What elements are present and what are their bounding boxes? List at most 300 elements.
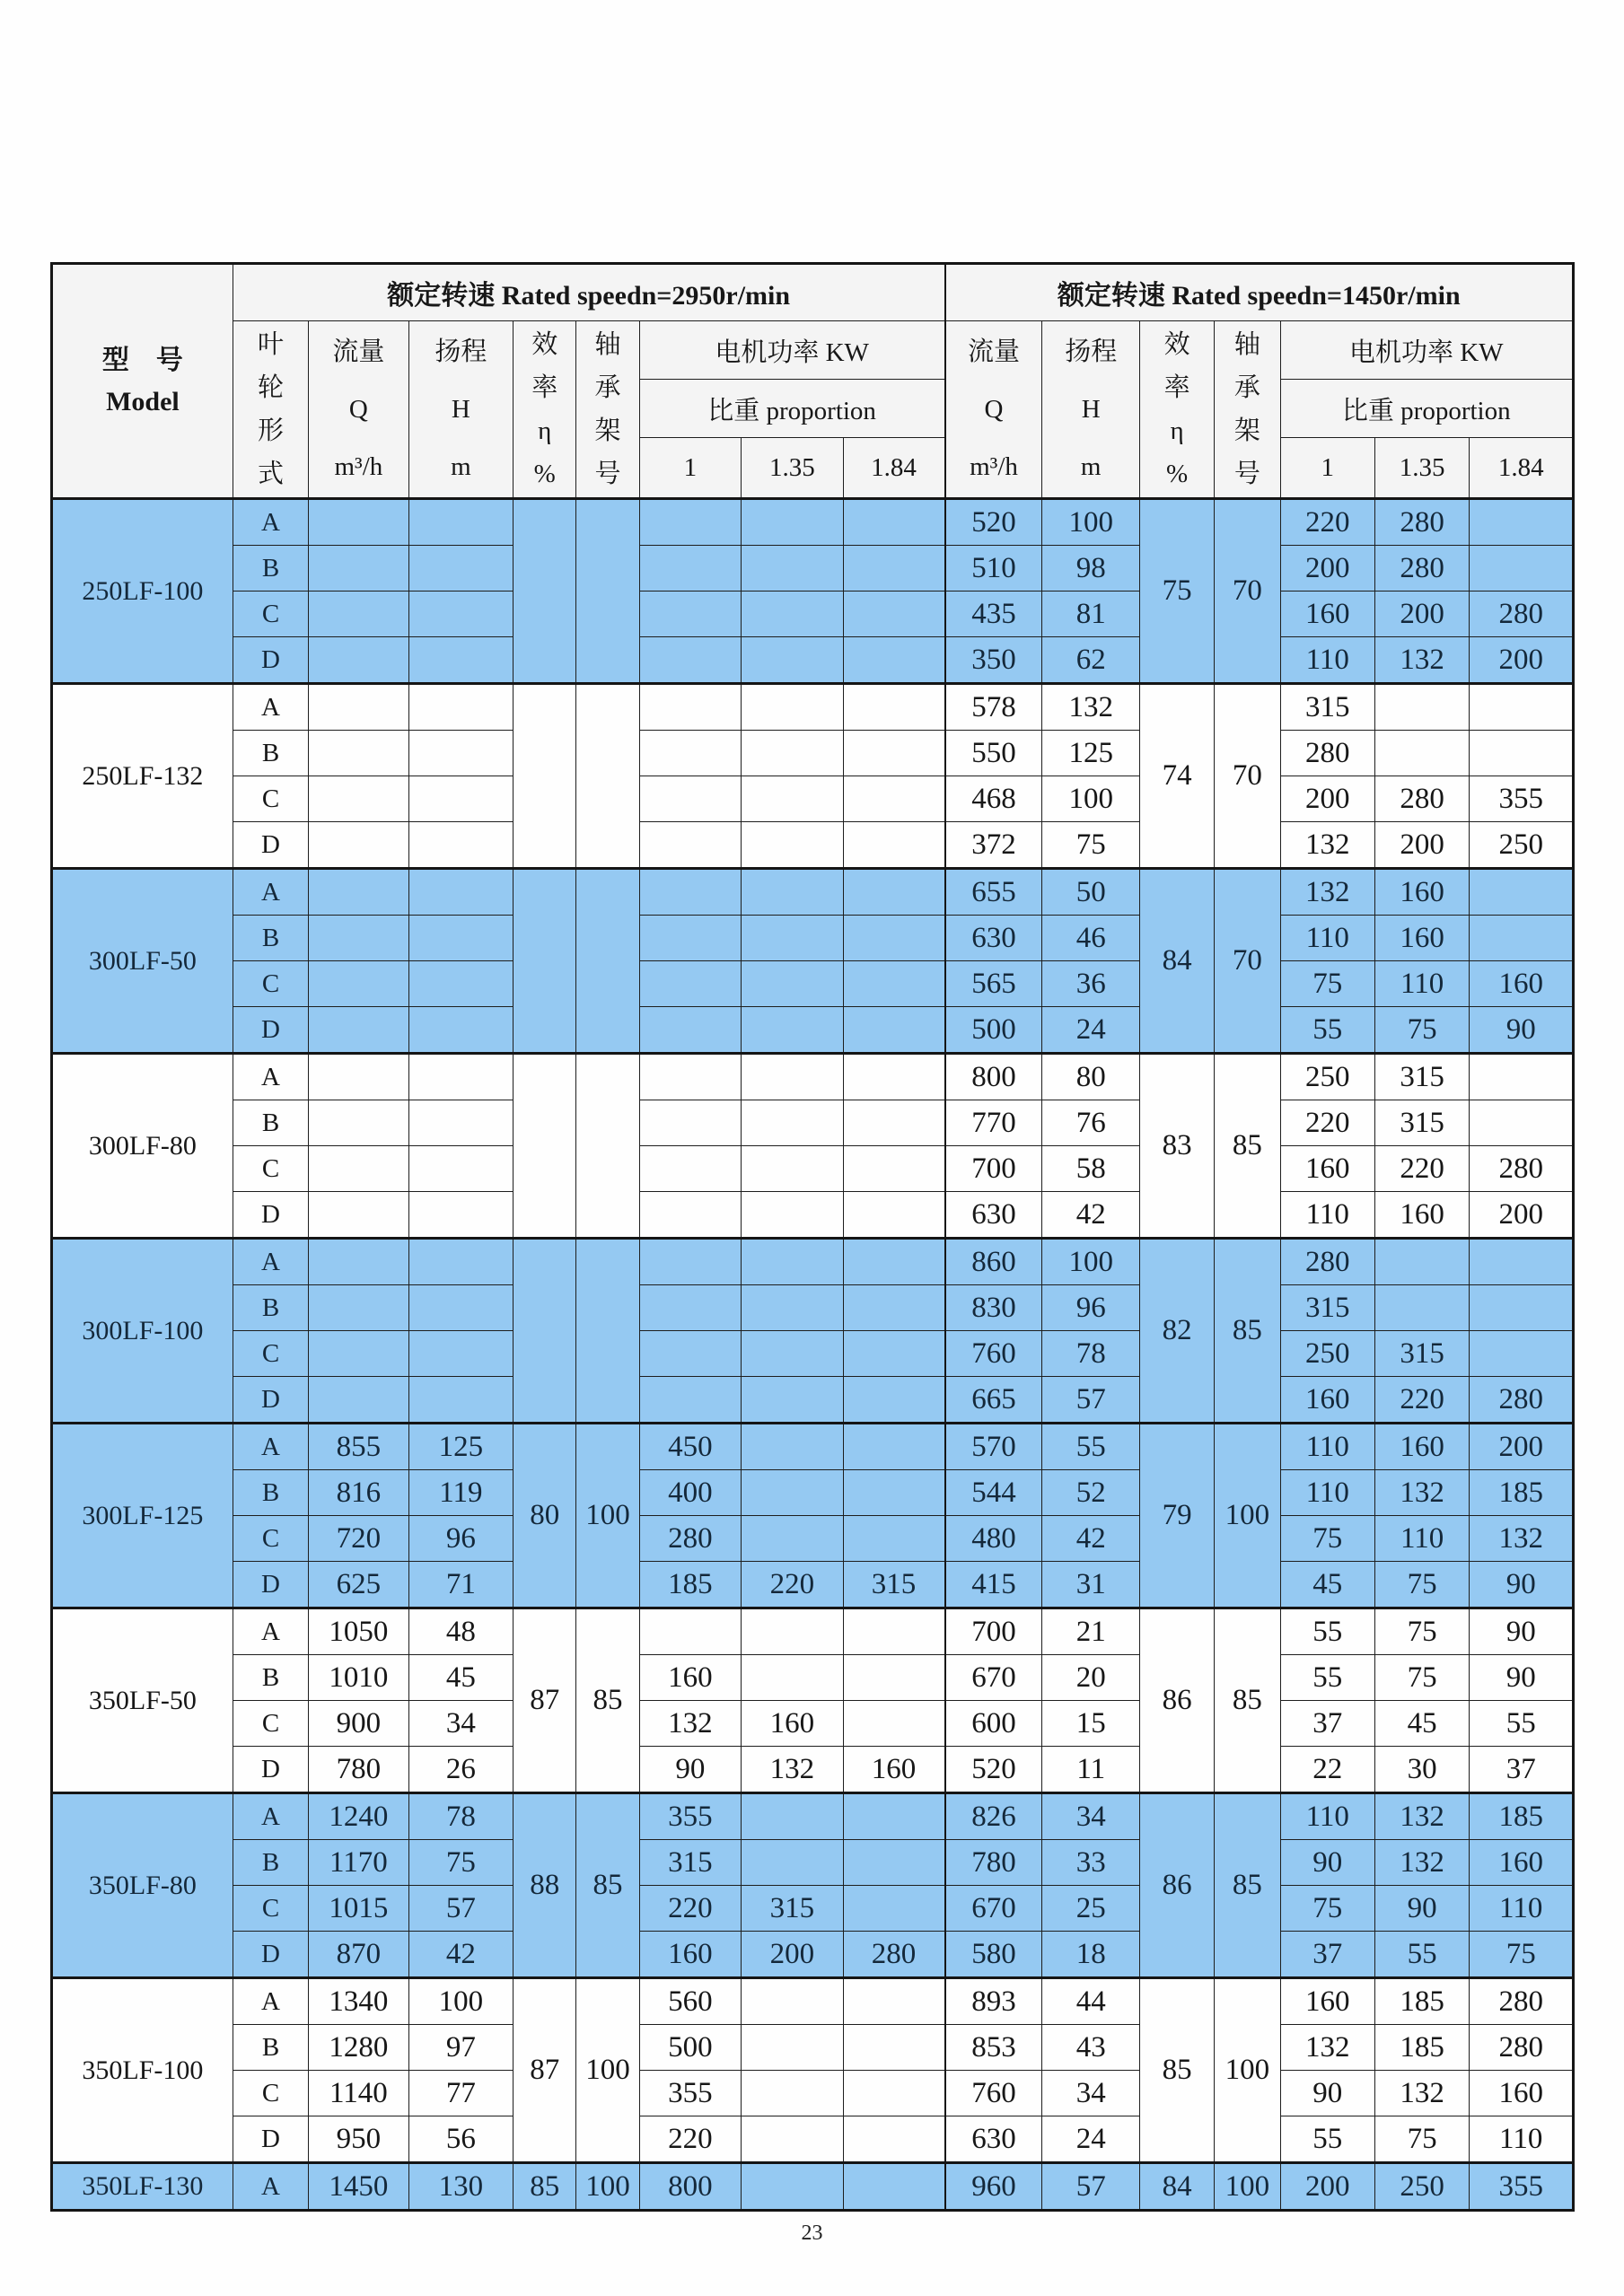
power135-2950-cell [742, 592, 843, 637]
efficiency-1450-cell: 84 [1139, 869, 1214, 1054]
power1-2950-cell [639, 1146, 741, 1192]
power1-2950-cell: 160 [639, 1655, 741, 1701]
flow-header-line: 流量 [968, 337, 1021, 366]
efficiency-1450-cell: 86 [1139, 1793, 1214, 1978]
power1-1450-cell: 280 [1280, 731, 1374, 776]
power184-1450-cell [1470, 1100, 1574, 1146]
impeller-cell: D [233, 2116, 308, 2163]
flow-2950-cell [309, 916, 408, 961]
bearing-2950-cell: 85 [576, 1608, 639, 1793]
flow-1450-cell: 372 [945, 822, 1042, 869]
head-2950-cell: 96 [408, 1516, 513, 1562]
flow-header-1450 [945, 321, 1042, 499]
power135-1450-cell: 132 [1374, 1470, 1469, 1516]
power1-2950-cell: 132 [639, 1701, 741, 1747]
power1-2950-cell [639, 1100, 741, 1146]
model-cell: 350LF-80 [52, 1793, 233, 1978]
power135-2950-cell [742, 1424, 843, 1470]
power184-1450-cell [1470, 499, 1574, 546]
ratio-1-header-1450: 1 [1280, 438, 1374, 499]
power184-2950-cell [843, 1840, 944, 1886]
head-1450-cell: 15 [1042, 1701, 1139, 1747]
head-1450-cell: 33 [1042, 1840, 1139, 1886]
power184-1450-cell: 200 [1470, 1424, 1574, 1470]
efficiency-1450-cell: 75 [1139, 499, 1214, 684]
head-1450-cell: 25 [1042, 1886, 1139, 1932]
power135-2950-cell [742, 2025, 843, 2071]
head-2950-cell: 97 [408, 2025, 513, 2071]
efficiency-header-line: % [533, 460, 556, 488]
power1-2950-cell [639, 546, 741, 592]
proportion-header-1450: 比重 proportion [1280, 380, 1573, 438]
power135-2950-cell [742, 731, 843, 776]
head-2950-cell [408, 1192, 513, 1239]
power184-1450-cell: 280 [1470, 1978, 1574, 2025]
impeller-cell: A [233, 869, 308, 916]
power135-1450-cell: 280 [1374, 499, 1469, 546]
impeller-cell: D [233, 1007, 308, 1054]
head-1450-cell: 46 [1042, 916, 1139, 961]
table-row [52, 2071, 1574, 2116]
power184-2950-cell [843, 869, 944, 916]
power135-2950-cell [742, 637, 843, 684]
table-row [52, 2116, 1574, 2163]
power1-1450-cell: 250 [1280, 1331, 1374, 1377]
head-1450-cell: 100 [1042, 776, 1139, 822]
bearing-2950-cell [576, 684, 639, 869]
flow-2950-cell [309, 592, 408, 637]
efficiency-1450-cell: 86 [1139, 1608, 1214, 1793]
table-row [52, 499, 1574, 546]
motor-power-header-2950: 电机功率 KW [639, 321, 944, 380]
flow-1450-cell: 510 [945, 546, 1042, 592]
impeller-cell: A [233, 1239, 308, 1285]
bearing-2950-cell [576, 869, 639, 1054]
bearing-header-line: 架 [594, 416, 621, 445]
head-2950-cell [408, 1146, 513, 1192]
head-2950-cell: 48 [408, 1608, 513, 1655]
efficiency-2950-cell: 85 [514, 2163, 576, 2211]
power135-1450-cell: 75 [1374, 1655, 1469, 1701]
head-1450-cell: 96 [1042, 1285, 1139, 1331]
table-header [52, 264, 1574, 499]
power135-2950-cell: 200 [742, 1932, 843, 1978]
power1-1450-cell: 200 [1280, 546, 1374, 592]
head-1450-cell: 34 [1042, 2071, 1139, 2116]
impeller-cell: D [233, 637, 308, 684]
table-row [52, 546, 1574, 592]
power1-2950-cell [639, 1377, 741, 1424]
table-row [52, 822, 1574, 869]
flow-1450-cell: 655 [945, 869, 1042, 916]
column-header-row [52, 321, 1574, 380]
impeller-cell: A [233, 2163, 308, 2211]
head-2950-cell: 130 [408, 2163, 513, 2211]
efficiency-2950-cell: 87 [514, 1978, 576, 2163]
power1-1450-cell: 75 [1280, 961, 1374, 1007]
head-1450-cell: 21 [1042, 1608, 1139, 1655]
bearing-1450-cell: 100 [1215, 2163, 1280, 2211]
power184-1450-cell: 355 [1470, 776, 1574, 822]
head-1450-cell: 44 [1042, 1978, 1139, 2025]
bearing-2950-cell: 100 [576, 1424, 639, 1608]
power135-2950-cell [742, 1192, 843, 1239]
table-row [52, 1424, 1574, 1470]
bearing-header-line: 轴 [1233, 330, 1260, 359]
power1-2950-cell [639, 961, 741, 1007]
efficiency-header-line: η [538, 416, 552, 445]
power184-2950-cell [843, 1886, 944, 1932]
power1-1450-cell: 132 [1280, 2025, 1374, 2071]
power184-1450-cell: 160 [1470, 1840, 1574, 1886]
flow-2950-cell [309, 822, 408, 869]
flow-2950-cell [309, 1377, 408, 1424]
table-row [52, 1701, 1574, 1747]
head-1450-cell: 81 [1042, 592, 1139, 637]
power184-2950-cell [843, 499, 944, 546]
flow-1450-cell: 700 [945, 1608, 1042, 1655]
head-1450-cell: 52 [1042, 1470, 1139, 1516]
power135-1450-cell: 132 [1374, 1793, 1469, 1840]
impeller-header-char: 叶 [257, 330, 284, 359]
table-row [52, 1932, 1574, 1978]
bearing-1450-cell: 85 [1215, 1793, 1280, 1978]
flow-1450-cell: 565 [945, 961, 1042, 1007]
table-row [52, 1377, 1574, 1424]
power184-2950-cell [843, 961, 944, 1007]
flow-1450-cell: 826 [945, 1793, 1042, 1840]
power184-1450-cell [1470, 1331, 1574, 1377]
flow-1450-cell: 520 [945, 1747, 1042, 1793]
power135-2950-cell [742, 1793, 843, 1840]
power1-2950-cell: 560 [639, 1978, 741, 2025]
head-2950-cell [408, 916, 513, 961]
bearing-1450-cell: 100 [1215, 1978, 1280, 2163]
power184-2950-cell: 280 [843, 1932, 944, 1978]
power184-2950-cell [843, 1007, 944, 1054]
efficiency-header-line: 率 [1163, 373, 1190, 402]
power1-2950-cell [639, 637, 741, 684]
head-2950-cell: 71 [408, 1562, 513, 1608]
impeller-cell: A [233, 1793, 308, 1840]
power1-2950-cell [639, 731, 741, 776]
flow-2950-cell [309, 1054, 408, 1100]
flow-1450-cell: 500 [945, 1007, 1042, 1054]
power184-1450-cell: 250 [1470, 822, 1574, 869]
power184-1450-cell: 75 [1470, 1932, 1574, 1978]
power1-1450-cell: 160 [1280, 1146, 1374, 1192]
efficiency-1450-cell: 85 [1139, 1978, 1214, 2163]
efficiency-2950-cell [514, 1054, 576, 1239]
head-header-line: 扬程 [1065, 337, 1118, 366]
bearing-1450-cell: 100 [1215, 1424, 1280, 1608]
head-2950-cell [408, 961, 513, 1007]
flow-2950-cell [309, 499, 408, 546]
head-2950-cell [408, 1239, 513, 1285]
power184-1450-cell [1470, 546, 1574, 592]
table-body [52, 499, 1574, 2211]
head-2950-cell [408, 592, 513, 637]
head-1450-cell: 18 [1042, 1932, 1139, 1978]
flow-1450-cell: 800 [945, 1054, 1042, 1100]
power135-1450-cell: 220 [1374, 1146, 1469, 1192]
power135-1450-cell: 132 [1374, 2071, 1469, 2116]
flow-2950-cell [309, 1146, 408, 1192]
flow-1450-cell: 700 [945, 1146, 1042, 1192]
power1-1450-cell: 110 [1280, 1424, 1374, 1470]
power135-1450-cell: 160 [1374, 1192, 1469, 1239]
rated-speed-1450-header: 额定转速 Rated speedn=1450r/min [945, 264, 1574, 321]
power184-2950-cell [843, 1331, 944, 1377]
head-1450-cell: 31 [1042, 1562, 1139, 1608]
power1-2950-cell [639, 869, 741, 916]
power135-1450-cell: 185 [1374, 1978, 1469, 2025]
flow-2950-cell: 1140 [309, 2071, 408, 2116]
head-1450-cell: 43 [1042, 2025, 1139, 2071]
table-row [52, 1054, 1574, 1100]
head-2950-cell [408, 1054, 513, 1100]
impeller-header-char: 轮 [257, 373, 284, 402]
power1-1450-cell: 110 [1280, 637, 1374, 684]
impeller-cell: B [233, 2025, 308, 2071]
power184-2950-cell [843, 684, 944, 731]
flow-1450-cell: 630 [945, 2116, 1042, 2163]
table-row [52, 869, 1574, 916]
power135-2950-cell [742, 499, 843, 546]
power1-1450-cell: 160 [1280, 592, 1374, 637]
flow-2950-cell: 855 [309, 1424, 408, 1470]
table-row [52, 1886, 1574, 1932]
power184-1450-cell: 280 [1470, 2025, 1574, 2071]
bearing-2950-cell: 85 [576, 1793, 639, 1978]
power1-1450-cell: 37 [1280, 1932, 1374, 1978]
flow-header-line: Q [348, 395, 368, 424]
power135-2950-cell [742, 1608, 843, 1655]
power184-2950-cell [843, 2163, 944, 2211]
power1-1450-cell: 160 [1280, 1377, 1374, 1424]
impeller-cell: B [233, 1285, 308, 1331]
head-2950-cell [408, 637, 513, 684]
power1-2950-cell: 400 [639, 1470, 741, 1516]
power1-1450-cell: 315 [1280, 1285, 1374, 1331]
flow-1450-cell: 580 [945, 1932, 1042, 1978]
power135-2950-cell: 220 [742, 1562, 843, 1608]
table-row [52, 1100, 1574, 1146]
power1-1450-cell: 132 [1280, 869, 1374, 916]
table-row [52, 1793, 1574, 1840]
impeller-cell: A [233, 1608, 308, 1655]
power135-2950-cell [742, 776, 843, 822]
head-2950-cell [408, 869, 513, 916]
flow-1450-cell: 860 [945, 1239, 1042, 1285]
power135-1450-cell: 45 [1374, 1701, 1469, 1747]
power184-2950-cell [843, 1100, 944, 1146]
head-1450-cell: 11 [1042, 1747, 1139, 1793]
power135-1450-cell: 200 [1374, 592, 1469, 637]
power184-2950-cell [843, 731, 944, 776]
ratio-184-header-1450: 1.84 [1470, 438, 1574, 499]
power184-1450-cell: 37 [1470, 1747, 1574, 1793]
proportion-header-2950: 比重 proportion [639, 380, 944, 438]
head-1450-cell: 57 [1042, 1377, 1139, 1424]
power1-1450-cell: 110 [1280, 1192, 1374, 1239]
flow-2950-cell: 780 [309, 1747, 408, 1793]
flow-header-2950 [309, 321, 408, 499]
head-1450-cell: 100 [1042, 1239, 1139, 1285]
impeller-cell: C [233, 2071, 308, 2116]
flow-2950-cell [309, 637, 408, 684]
flow-1450-cell: 770 [945, 1100, 1042, 1146]
impeller-cell: B [233, 1655, 308, 1701]
power1-2950-cell [639, 1331, 741, 1377]
flow-2950-cell: 1340 [309, 1978, 408, 2025]
power1-2950-cell: 355 [639, 2071, 741, 2116]
flow-1450-cell: 520 [945, 499, 1042, 546]
flow-1450-cell: 630 [945, 916, 1042, 961]
bearing-header-line: 架 [1233, 416, 1260, 445]
power184-2950-cell [843, 1608, 944, 1655]
power184-2950-cell [843, 1424, 944, 1470]
efficiency-2950-cell [514, 1239, 576, 1424]
power184-1450-cell: 90 [1470, 1655, 1574, 1701]
impeller-cell: A [233, 1054, 308, 1100]
table-row [52, 1239, 1574, 1285]
impeller-cell: C [233, 961, 308, 1007]
impeller-cell: B [233, 731, 308, 776]
power184-2950-cell [843, 592, 944, 637]
power1-1450-cell: 110 [1280, 1470, 1374, 1516]
head-2950-cell [408, 731, 513, 776]
power135-2950-cell [742, 1516, 843, 1562]
flow-2950-cell [309, 869, 408, 916]
power135-1450-cell: 75 [1374, 1007, 1469, 1054]
power184-2950-cell [843, 2025, 944, 2071]
flow-1450-cell: 578 [945, 684, 1042, 731]
power135-2950-cell [742, 1007, 843, 1054]
motor-power-header-1450: 电机功率 KW [1280, 321, 1573, 380]
power135-1450-cell: 200 [1374, 822, 1469, 869]
power135-2950-cell [742, 1285, 843, 1331]
bearing-2950-cell [576, 1054, 639, 1239]
table-row [52, 1747, 1574, 1793]
flow-2950-cell: 900 [309, 1701, 408, 1747]
power1-2950-cell: 315 [639, 1840, 741, 1886]
flow-2950-cell [309, 1192, 408, 1239]
efficiency-1450-cell: 79 [1139, 1424, 1214, 1608]
power135-1450-cell [1374, 731, 1469, 776]
flow-2950-cell: 1450 [309, 2163, 408, 2211]
power184-2950-cell [843, 1701, 944, 1747]
impeller-cell: C [233, 1886, 308, 1932]
table-row [52, 1562, 1574, 1608]
power135-1450-cell: 160 [1374, 916, 1469, 961]
flow-header-line: Q [984, 395, 1004, 424]
power1-2950-cell [639, 1608, 741, 1655]
power1-1450-cell: 55 [1280, 1655, 1374, 1701]
power184-1450-cell: 90 [1470, 1608, 1574, 1655]
model-cell: 300LF-80 [52, 1054, 233, 1239]
flow-1450-cell: 468 [945, 776, 1042, 822]
power184-2950-cell [843, 1793, 944, 1840]
head-1450-cell: 24 [1042, 2116, 1139, 2163]
model-label-en: Model [106, 386, 180, 416]
power1-2950-cell [639, 1007, 741, 1054]
power1-1450-cell: 55 [1280, 1007, 1374, 1054]
power1-1450-cell: 220 [1280, 499, 1374, 546]
head-1450-cell: 78 [1042, 1331, 1139, 1377]
flow-2950-cell: 720 [309, 1516, 408, 1562]
model-cell: 300LF-50 [52, 869, 233, 1054]
ratio-135-header-2950: 1.35 [742, 438, 843, 499]
efficiency-header-1450 [1139, 321, 1214, 499]
table-row [52, 1285, 1574, 1331]
power184-2950-cell [843, 1978, 944, 2025]
head-header-line: H [1081, 395, 1101, 424]
power135-2950-cell [742, 1146, 843, 1192]
flow-1450-cell: 670 [945, 1886, 1042, 1932]
power135-2950-cell [742, 2163, 843, 2211]
power135-1450-cell: 110 [1374, 1516, 1469, 1562]
power184-2950-cell [843, 546, 944, 592]
head-2950-cell [408, 822, 513, 869]
flow-2950-cell [309, 776, 408, 822]
power1-2950-cell: 280 [639, 1516, 741, 1562]
power1-1450-cell: 75 [1280, 1886, 1374, 1932]
efficiency-1450-cell: 84 [1139, 2163, 1214, 2211]
power184-2950-cell [843, 1377, 944, 1424]
flow-header-line: 流量 [332, 337, 385, 366]
page-number: 23 [801, 2222, 823, 2245]
power135-2950-cell [742, 822, 843, 869]
power184-1450-cell: 132 [1470, 1516, 1574, 1562]
power1-1450-cell: 90 [1280, 1840, 1374, 1886]
power1-1450-cell: 22 [1280, 1747, 1374, 1793]
power1-1450-cell: 90 [1280, 2071, 1374, 2116]
head-2950-cell: 77 [408, 2071, 513, 2116]
power135-1450-cell: 160 [1374, 869, 1469, 916]
power184-1450-cell: 90 [1470, 1007, 1574, 1054]
power135-1450-cell: 75 [1374, 1608, 1469, 1655]
head-1450-cell: 75 [1042, 822, 1139, 869]
power1-2950-cell [639, 499, 741, 546]
model-cell: 250LF-132 [52, 684, 233, 869]
table-row [52, 2025, 1574, 2071]
impeller-cell: A [233, 499, 308, 546]
bearing-1450-cell: 70 [1215, 499, 1280, 684]
model-cell: 250LF-100 [52, 499, 233, 684]
power1-1450-cell: 75 [1280, 1516, 1374, 1562]
power135-1450-cell [1374, 684, 1469, 731]
impeller-cell: B [233, 1100, 308, 1146]
efficiency-header-line: 效 [531, 330, 558, 359]
head-1450-cell: 132 [1042, 684, 1139, 731]
flow-1450-cell: 670 [945, 1655, 1042, 1701]
flow-1450-cell: 600 [945, 1701, 1042, 1747]
impeller-cell: C [233, 1331, 308, 1377]
table-row [52, 1655, 1574, 1701]
power184-1450-cell: 280 [1470, 592, 1574, 637]
power184-1450-cell [1470, 1054, 1574, 1100]
impeller-cell: A [233, 1978, 308, 2025]
flow-1450-cell: 960 [945, 2163, 1042, 2211]
power184-1450-cell: 55 [1470, 1701, 1574, 1747]
head-header-2950 [408, 321, 513, 499]
power1-2950-cell [639, 592, 741, 637]
power135-2950-cell [742, 2071, 843, 2116]
speed-header-row [52, 264, 1574, 321]
bearing-2950-cell: 100 [576, 1978, 639, 2163]
impeller-cell: B [233, 1840, 308, 1886]
